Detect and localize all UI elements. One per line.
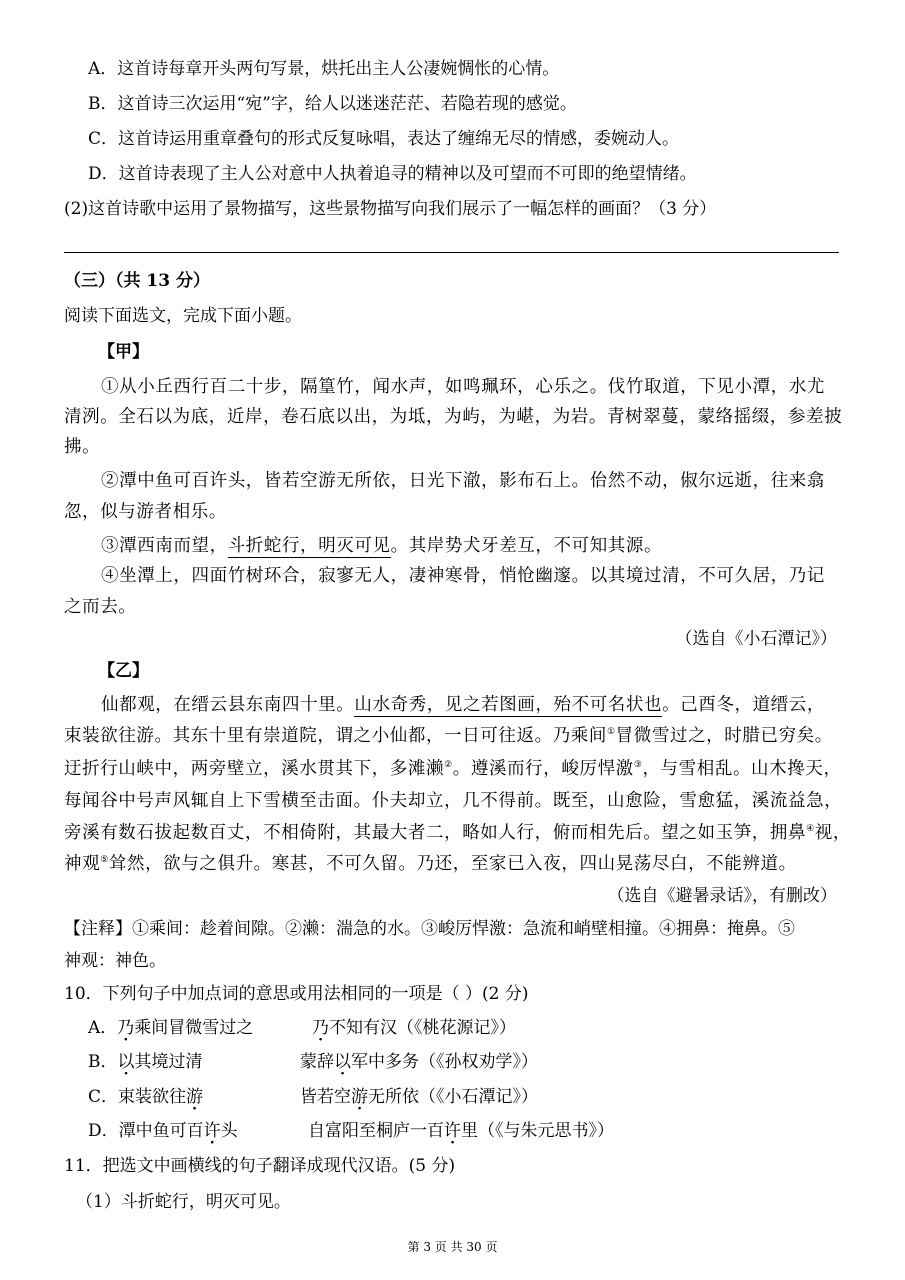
- q9-option-c: C．这首诗运用重章叠句的形式反复咏唱，表达了缠绵无尽的情感，委婉动人。: [88, 129, 680, 149]
- annotation-line: 【注释】①乘间：趁着间隙。②濑：湍急的水。③峻厉悍激：急流和峭壁相撞。④拥鼻：掩鼻。⑤: [64, 919, 795, 939]
- q10-option-a-compare: [312, 1017, 516, 1039]
- passage-text: 视，: [814, 823, 851, 843]
- passage-jia-line: ①从小丘西行百二十步，隔篁竹，闻水声，如鸣珮环，心乐之。伐竹取道，下见小潭，水尤: [101, 377, 825, 397]
- passage-text: 迂折行山峡中，两旁壁立，溪水贯其下，多滩濑: [64, 759, 445, 779]
- footnote-marker: ⑤: [100, 855, 109, 866]
- passage-jia-line: ④坐潭上，四面竹树环合，寂寥无人，凄神寒骨，悄怆幽邃。以其境过清，不可久居，乃记: [101, 566, 825, 586]
- passage-jia-line: 忽，似与游者相乐。: [64, 502, 227, 522]
- passage-text: 耸然，欲与之俱升。寒甚，不可久留。乃还，至家已入夜，四山晃荡尽白，不能辨道。: [108, 854, 797, 874]
- option-text: 自富阳至桐庐一百: [308, 1121, 444, 1141]
- option-text: 蒙辞: [300, 1052, 334, 1072]
- option-text: 不知有汉（《桃花源记》）: [329, 1018, 516, 1038]
- question-10-stem: 10．下列句子中加点词的意思或用法相同的一项是（ ）(2 分): [64, 984, 529, 1004]
- passage-text: ③潭西南而望，: [101, 536, 228, 556]
- passage-text: 。己酉冬，道缙云，: [662, 695, 826, 715]
- dotted-word: 以: [334, 1052, 351, 1072]
- dotted-word: 游: [186, 1087, 204, 1107]
- passage-yi-source: （选自《避暑录话》，有删改）: [607, 886, 837, 906]
- footnote-marker: ②: [444, 760, 453, 771]
- section-instruction: 阅读下面选文，完成下面小题。: [64, 306, 302, 326]
- q9-subquestion-2: (2)这首诗歌中运用了景物描写，这些景物描写向我们展示了一幅怎样的画面？（3 分）: [64, 199, 717, 219]
- dotted-word: 以: [117, 1052, 135, 1072]
- q10-option-a[interactable]: [88, 1017, 253, 1039]
- passage-text: ，与雪相乱。山木搀天，: [642, 759, 842, 779]
- passage-jia-line: 之而去。: [64, 597, 137, 617]
- dotted-word: 乃: [117, 1018, 135, 1038]
- footnote-marker: ④: [806, 824, 815, 835]
- passage-text: 冒微雪过之，时腊已穷矣。: [615, 726, 833, 746]
- underlined-sentence: 斗折蛇行，明灭可见: [227, 536, 391, 556]
- dotted-word: 许: [444, 1121, 461, 1141]
- dotted-word: 许: [203, 1121, 221, 1141]
- option-text: B．: [88, 1052, 118, 1072]
- passage-text: 旁溪有数石拔起数百丈，不相倚附，其最大者二，略如人行，俯而相先后。望之如玉笋，拥鼻: [64, 823, 807, 843]
- section-title: （三）（共 13 分）: [64, 271, 210, 291]
- option-text: 里（《与朱元思书》）: [461, 1121, 614, 1141]
- passage-text: 仙都观，在缙云县东南四十里。: [101, 695, 355, 715]
- passage-yi-line: [64, 853, 797, 875]
- passage-jia-source: （选自《小石潭记》）: [675, 629, 837, 649]
- passage-yi-line: [101, 694, 825, 716]
- passage-yi-line: 每闻谷中号声风辄自上下雪横至击面。仆夫却立，几不得前。既至，山愈险，雪愈猛，溪流益急，: [64, 791, 843, 811]
- passage-yi-line: [64, 725, 833, 747]
- underlined-sentence: 山水奇秀，见之若图画，殆不可名状也: [354, 695, 663, 715]
- option-text: D．潭中鱼可百: [88, 1121, 204, 1141]
- passage-jia-line: ②潭中鱼可百许头，皆若空游无所依，日光下澈，影布石上。佁然不动，俶尔远逝，往来翕: [101, 471, 825, 491]
- q9-option-b: B．这首诗三次运用“宛”字，给人以迷迷茫茫、若隐若现的感觉。: [88, 94, 577, 114]
- passage-text: 。其岸势犬牙差互，不可知其源。: [390, 536, 663, 556]
- option-text: 乘间冒微雪过之: [134, 1018, 254, 1038]
- option-text: A．: [88, 1018, 118, 1038]
- q10-option-c[interactable]: [88, 1086, 203, 1108]
- page-footer: 第 3 页 共 30 页: [407, 1240, 498, 1254]
- option-text: 其境过清: [134, 1052, 203, 1072]
- passage-jia-line: [101, 535, 662, 557]
- annotation-line: 神观：神色。: [64, 951, 166, 971]
- question-11-sub1: （1）斗折蛇行，明灭可见。: [76, 1192, 291, 1212]
- option-text: 无所依（《小石潭记》）: [368, 1087, 538, 1107]
- footnote-marker: ①: [607, 727, 616, 738]
- passage-yi-line: [64, 822, 851, 844]
- option-text: 头: [220, 1121, 238, 1141]
- question-11-stem: 11．把选文中画横线的句子翻译成现代汉语。(5 分): [64, 1156, 456, 1176]
- passage-text: 。遵溪而行，峻厉悍激: [452, 759, 634, 779]
- passage-yi-line: [64, 758, 842, 780]
- footnote-marker: ③: [633, 760, 643, 771]
- option-text: 皆若空: [300, 1087, 351, 1107]
- q9-option-d: D．这首诗表现了主人公对意中人执着追寻的精神以及可望而不可即的绝望情绪。: [88, 164, 697, 184]
- passage-text: 束装欲往游。其东十里有崇道院，谓之小仙都，一日可往返。乃乘间: [64, 726, 607, 746]
- option-text: C．束装欲往: [88, 1087, 187, 1107]
- passage-jia-line: 清洌。全石以为底，近岸，卷石底以出，为坻，为屿，为嵁，为岩。青树翠蔓，蒙络摇缀，参差披: [64, 407, 843, 427]
- passage-text: 神观: [64, 854, 101, 874]
- dotted-word: 游: [351, 1087, 368, 1107]
- passage-yi-label: 【乙】: [98, 661, 149, 681]
- q10-option-c-compare: [300, 1086, 538, 1108]
- q10-option-b-compare: [300, 1051, 538, 1073]
- q10-option-b[interactable]: [88, 1051, 203, 1073]
- option-text: 军中多务（《孙权劝学》）: [351, 1052, 538, 1072]
- q10-option-d-compare: [308, 1120, 614, 1142]
- passage-jia-line: 拂。: [64, 437, 101, 457]
- q9-option-a: A．这首诗每章开头两句写景，烘托出主人公凄婉惆怅的心情。: [88, 59, 560, 79]
- q10-option-d[interactable]: [88, 1120, 238, 1142]
- dotted-word: 乃: [312, 1018, 329, 1038]
- passage-jia-label: 【甲】: [98, 342, 149, 362]
- section-divider: [64, 252, 839, 253]
